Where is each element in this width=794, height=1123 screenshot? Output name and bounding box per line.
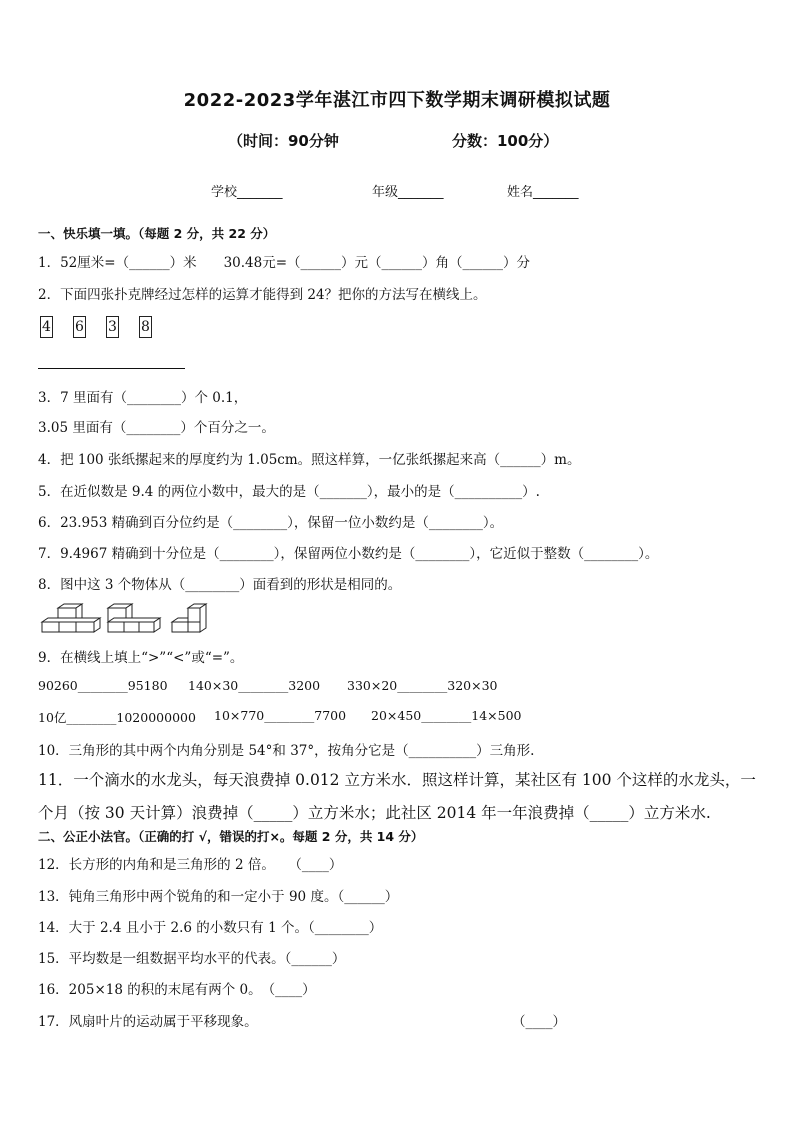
question-6: 6．23.953 精确到百分位约是（________），保留一位小数约是（________）。	[38, 515, 504, 531]
question-11-line1: 11．一个滴水的水龙头，每天浪费掉 0.012 立方米水．照这样计算，某社区有 100 个这样的水龙头，一	[38, 771, 756, 789]
q9-row1-item1: 90260________95180	[38, 678, 168, 693]
question-4: 4．把 100 张纸摞起来的厚度约为 1.05cm。照这样算，一亿张纸摞起来高（______）m。	[38, 452, 581, 468]
cube-figure-3	[172, 604, 206, 632]
total-score: 分数：100分）	[452, 132, 559, 150]
question-12: 12．长方形的内角和是三角形的 2 倍。 （____）	[38, 857, 343, 873]
q9-row2-item3: 20×450________14×500	[371, 708, 522, 723]
cube-figure-1	[42, 604, 100, 632]
grade-field[interactable]: 年级_______	[372, 185, 444, 200]
poker-card-1: 4	[40, 316, 53, 338]
name-field[interactable]: 姓名_______	[507, 185, 579, 200]
question-8: 8．图中这 3 个物体从（________）面看到的形状是相同的。	[38, 577, 402, 593]
question-5: 5．在近似数是 9.4 的两位小数中，最大的是（_______），最小的是（__________）.	[38, 484, 540, 500]
question-3b: 3.05 里面有（________）个百分之一。	[38, 420, 275, 436]
question-7: 7．9.4967 精确到十分位是（________），保留两位小数约是（________），它近似于整数（________）。	[38, 546, 659, 562]
school-field[interactable]: 学校_______	[211, 185, 283, 200]
question-2: 2．下面四张扑克牌经过怎样的运算才能得到 24？把你的方法写在横线上。	[38, 287, 487, 303]
q9-row2-item1: 10亿________1020000000	[38, 710, 196, 725]
question-17: 17．风扇叶片的运动属于平移现象。	[38, 1014, 258, 1030]
question-1: 1．52厘米=（______）米 30.48元=（______）元（______）角（______）分	[38, 255, 531, 271]
question-3a: 3．7 里面有（________）个 0.1，	[38, 390, 248, 406]
question-15: 15．平均数是一组数据平均水平的代表。（______）	[38, 951, 346, 967]
cube-figures	[38, 602, 218, 636]
q9-row1-item2: 140×30________3200	[188, 678, 321, 693]
question-13: 13．钝角三角形中两个锐角的和一定小于 90 度。（______）	[38, 889, 399, 905]
page-title: 2022-2023学年湛江市四下数学期末调研模拟试题	[183, 90, 611, 111]
poker-card-3: 3	[106, 316, 119, 338]
question-10: 10．三角形的其中两个内角分别是 54°和 37°，按角分它是（__________）三角形.	[38, 743, 535, 759]
section2-heading: 二、公正小法官。（正确的打 √，错误的打×。每题 2 分，共 14 分）	[38, 829, 424, 844]
poker-card-2: 6	[73, 316, 86, 338]
section1-heading: 一、快乐填一填。（每题 2 分，共 22 分）	[38, 226, 276, 241]
question-11-line2: 个月（按 30 天计算）浪费掉（_____）立方米水；此社区 2014 年一年浪费掉（_____）立方米水.	[38, 804, 711, 822]
q9-row2-item2: 10×770________7700	[214, 708, 347, 723]
answer-line[interactable]	[38, 368, 185, 369]
question-14: 14．大于 2.4 且小于 2.6 的小数只有 1 个。（________）	[38, 920, 383, 936]
cube-figure-2	[108, 604, 160, 632]
question-9: 9．在横线上填上“>”“<”或“=”。	[38, 650, 244, 666]
question-16: 16．205×18 的积的末尾有两个 0。 （____）	[38, 982, 316, 998]
question-17-blank[interactable]: （____）	[512, 1014, 566, 1030]
q9-row1-item3: 330×20________320×30	[347, 678, 498, 693]
poker-card-4: 8	[139, 316, 152, 338]
time-limit: （时间：90分钟	[228, 132, 339, 150]
